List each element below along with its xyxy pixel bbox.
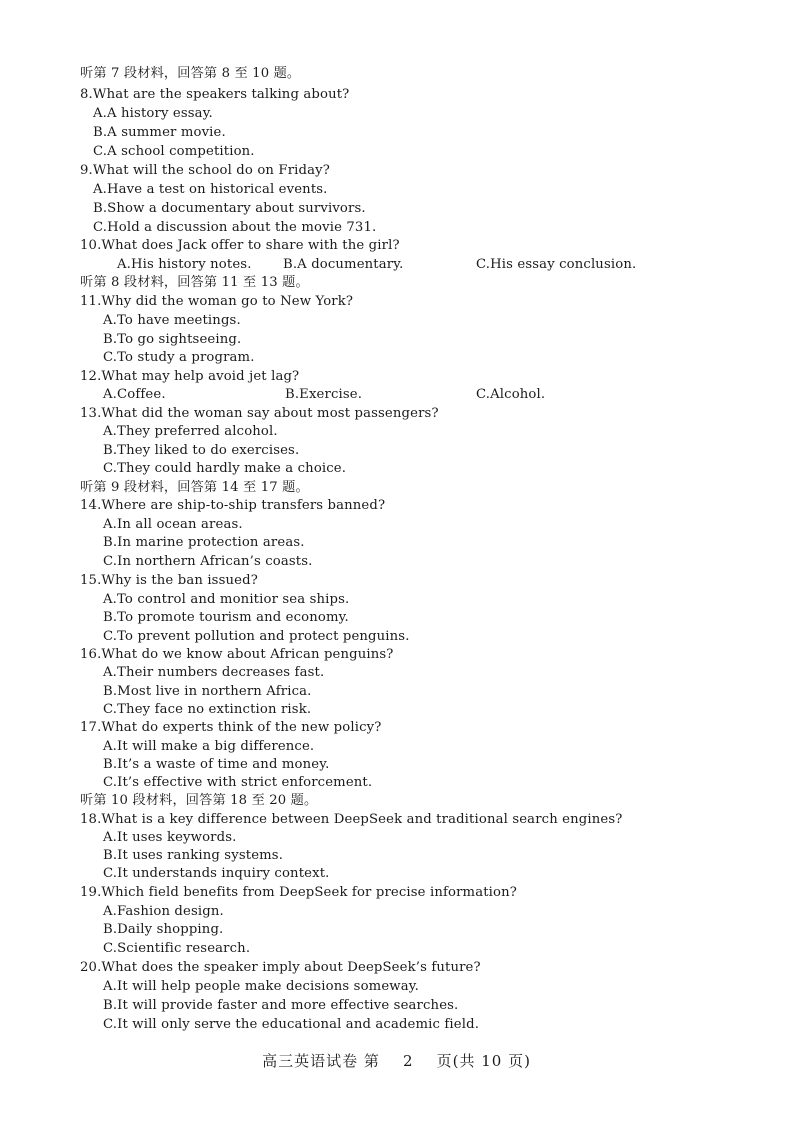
q19-option-a: A.Fashion design. [103,904,224,919]
q16-option-a: A.Their numbers decreases fast. [103,665,325,680]
q8-option-b: B.A summer movie. [93,125,226,140]
section-heading-7: 听第 7 段材料，回答第 8 至 10 题。 [80,66,301,81]
section-heading-10: 听第 10 段材料，回答第 18 至 20 题。 [80,793,318,808]
q14-option-a: A.In all ocean areas. [103,517,243,532]
q14-option-b: B.In marine protection areas. [103,535,305,550]
question-13: 13.What did the woman say about most passengers? [80,406,439,421]
q11-option-a: A.To have meetings. [103,313,241,328]
question-12: 12.What may help avoid jet lag? [80,369,300,384]
q9-option-c: C.Hold a discussion about the movie 731. [93,220,377,235]
q15-option-a: A.To control and monitior sea ships. [103,592,350,607]
q19-option-b: B.Daily shopping. [103,922,224,937]
q10-option-b: B.A documentary. [283,257,404,272]
question-20: 20.What does the speaker imply about DeepSeek’s future? [80,960,481,975]
footer-prefix: 高三英语试卷 第 [262,1052,380,1070]
q11-option-b: B.To go sightseeing. [103,332,242,347]
q10-option-c: C.His essay conclusion. [476,257,637,272]
q13-option-c: C.They could hardly make a choice. [103,461,347,476]
question-11: 11.Why did the woman go to New York? [80,294,354,309]
q13-option-a: A.They preferred alcohol. [103,424,278,439]
q14-option-c: C.In northern African’s coasts. [103,554,313,569]
q9-option-b: B.Show a documentary about survivors. [93,201,366,216]
q16-option-c: C.They face no extinction risk. [103,702,312,717]
question-15: 15.Why is the ban issued? [80,573,258,588]
q18-option-c: C.It understands inquiry context. [103,866,330,881]
q20-option-a: A.It will help people make decisions someway. [103,979,419,994]
q20-option-c: C.It will only serve the educational and academic field. [103,1017,480,1032]
footer-suffix: 页(共 10 页) [436,1052,531,1070]
question-17: 17.What do experts think of the new policy? [80,720,382,735]
q13-option-b: B.They liked to do exercises. [103,443,300,458]
question-10: 10.What does Jack offer to share with the girl? [80,238,400,253]
q17-option-b: B.It’s a waste of time and money. [103,757,330,772]
question-8: 8.What are the speakers talking about? [80,87,350,102]
q11-option-c: C.To study a program. [103,350,255,365]
page-footer [0,1050,793,1071]
question-18: 18.What is a key difference between DeepSeek and traditional search engines? [80,812,623,827]
q20-option-b: B.It will provide faster and more effective searches. [103,998,459,1013]
q12-option-c: C.Alcohol. [476,387,546,402]
q18-option-a: A.It uses keywords. [103,830,237,845]
q12-option-b: B.Exercise. [285,387,363,402]
question-16: 16.What do we know about African penguins? [80,647,394,662]
question-9: 9.What will the school do on Friday? [80,163,330,178]
section-heading-9: 听第 9 段材料，回答第 14 至 17 题。 [80,480,309,495]
q17-option-a: A.It will make a big difference. [103,739,315,754]
footer-page-number: 2 [402,1052,414,1070]
q15-option-b: B.To promote tourism and economy. [103,610,349,625]
section-heading-8: 听第 8 段材料，回答第 11 至 13 题。 [80,275,309,290]
q19-option-c: C.Scientific research. [103,941,251,956]
question-19: 19.Which field benefits from DeepSeek for precise information? [80,885,517,900]
q10-option-a: A.His history notes. [117,257,252,272]
q9-option-a: A.Have a test on historical events. [93,182,328,197]
q18-option-b: B.It uses ranking systems. [103,848,284,863]
q16-option-b: B.Most live in northern Africa. [103,684,312,699]
question-14: 14.Where are ship-to-ship transfers banned? [80,498,386,513]
q8-option-c: C.A school competition. [93,144,255,159]
q17-option-c: C.It’s effective with strict enforcement. [103,775,373,790]
q15-option-c: C.To prevent pollution and protect penguins. [103,629,410,644]
q8-option-a: A.A history essay. [93,106,213,121]
q12-option-a: A.Coffee. [103,387,166,402]
